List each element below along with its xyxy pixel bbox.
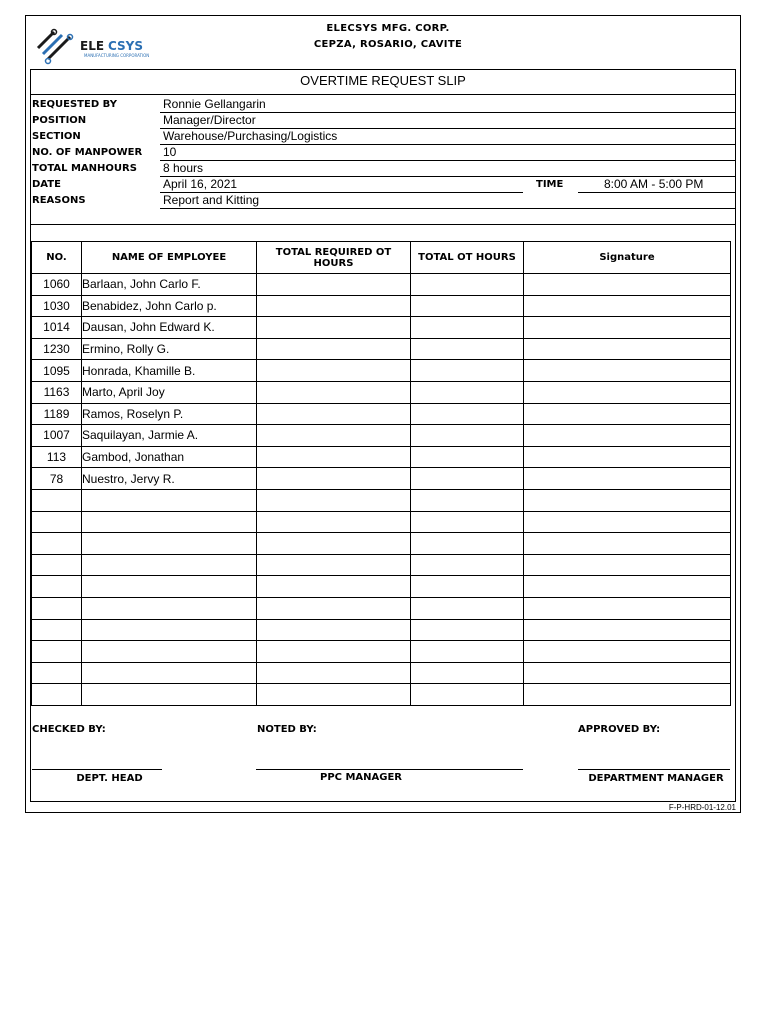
required-hours-cell[interactable] <box>257 360 411 382</box>
section-label: SECTION <box>32 131 81 142</box>
table-row <box>32 533 731 555</box>
section-line <box>160 144 736 145</box>
approved-by-label: APPROVED BY: <box>578 724 661 735</box>
signature-cell[interactable] <box>524 511 731 533</box>
info-divider <box>30 224 736 225</box>
employee-no: 1060 <box>32 274 82 296</box>
date-label: DATE <box>32 179 61 190</box>
manhours-value: 8 hours <box>163 161 204 175</box>
required-hours-cell[interactable] <box>257 381 411 403</box>
ppc-manager-title: PPC MANAGER <box>319 772 403 783</box>
required-hours-cell[interactable] <box>257 684 411 706</box>
required-hours-cell[interactable] <box>257 317 411 339</box>
ot-hours-cell[interactable] <box>411 360 524 382</box>
table-row <box>32 317 731 339</box>
svg-text:ELE: ELE <box>80 39 105 53</box>
ot-hours-cell[interactable] <box>411 468 524 490</box>
company-address: CEPZA, ROSARIO, CAVITE <box>313 39 463 50</box>
circuit-logo-icon <box>34 26 160 66</box>
ot-hours-cell[interactable] <box>411 533 524 555</box>
ot-hours-cell[interactable] <box>411 425 524 447</box>
manpower-label: NO. OF MANPOWER <box>32 147 143 158</box>
table-row <box>32 468 731 490</box>
noted-by-label: NOTED BY: <box>257 724 317 735</box>
required-hours-cell[interactable] <box>257 425 411 447</box>
employee-no: 78 <box>32 468 82 490</box>
table-row <box>32 684 731 706</box>
employee-name: Ramos, Roselyn P. <box>82 403 257 425</box>
signature-cell[interactable] <box>524 425 731 447</box>
employee-name: Barlaan, John Carlo F. <box>82 274 257 296</box>
signature-cell[interactable] <box>524 489 731 511</box>
employee-name: Ermino, Rolly G. <box>82 338 257 360</box>
signature-cell[interactable] <box>524 576 731 598</box>
required-hours-cell[interactable] <box>257 641 411 663</box>
required-hours-cell[interactable] <box>257 533 411 555</box>
ot-hours-cell[interactable] <box>411 641 524 663</box>
employee-no[interactable] <box>32 489 82 511</box>
signature-cell[interactable] <box>524 641 731 663</box>
ot-hours-cell[interactable] <box>411 317 524 339</box>
employee-no: 113 <box>32 446 82 468</box>
employee-name[interactable] <box>82 619 257 641</box>
company-logo <box>34 26 160 66</box>
ot-hours-cell[interactable] <box>411 554 524 576</box>
ot-hours-cell[interactable] <box>411 403 524 425</box>
position-value: Manager/Director <box>163 113 256 127</box>
ot-hours-cell[interactable] <box>411 295 524 317</box>
employee-name[interactable] <box>82 511 257 533</box>
table-row <box>32 295 731 317</box>
employee-no: 1230 <box>32 338 82 360</box>
required-hours-cell[interactable] <box>257 468 411 490</box>
required-hours-cell[interactable] <box>257 295 411 317</box>
table-row <box>32 597 731 619</box>
table-row <box>32 360 731 382</box>
signature-cell[interactable] <box>524 274 731 296</box>
employee-name: Nuestro, Jervy R. <box>82 468 257 490</box>
employee-no[interactable] <box>32 684 82 706</box>
ot-hours-cell[interactable] <box>411 446 524 468</box>
table-row <box>32 662 731 684</box>
employee-no[interactable] <box>32 576 82 598</box>
table-row <box>32 576 731 598</box>
employee-name: Marto, April Joy <box>82 381 257 403</box>
department-manager-title: DEPARTMENT MANAGER <box>588 773 724 784</box>
signature-cell[interactable] <box>524 533 731 555</box>
employee-name[interactable] <box>82 554 257 576</box>
signature-cell[interactable] <box>524 684 731 706</box>
employee-name: Gambod, Jonathan <box>82 446 257 468</box>
employee-no: 1095 <box>32 360 82 382</box>
signature-cell[interactable] <box>524 446 731 468</box>
employee-no: 1163 <box>32 381 82 403</box>
employee-no[interactable] <box>32 619 82 641</box>
table-row <box>32 381 731 403</box>
signature-cell[interactable] <box>524 338 731 360</box>
ppc-manager-signature-line[interactable] <box>256 769 523 770</box>
signature-cell[interactable] <box>524 403 731 425</box>
svg-text:MANUFACTURING CORPORATION: MANUFACTURING CORPORATION <box>84 53 150 58</box>
employee-name: Saquilayan, Jarmie A. <box>82 425 257 447</box>
form-title: OVERTIME REQUEST SLIP <box>300 73 466 88</box>
employee-name[interactable] <box>82 597 257 619</box>
requested-by-value: Ronnie Gellangarin <box>163 97 266 111</box>
ot-hours-cell[interactable] <box>411 381 524 403</box>
required-hours-cell[interactable] <box>257 274 411 296</box>
employee-no[interactable] <box>32 641 82 663</box>
required-hours-cell[interactable] <box>257 511 411 533</box>
signature-cell[interactable] <box>524 662 731 684</box>
col-header-signature: Signature <box>524 242 731 274</box>
ot-hours-cell[interactable] <box>411 662 524 684</box>
title-divider <box>30 94 736 95</box>
signature-cell[interactable] <box>524 597 731 619</box>
employee-no: 1007 <box>32 425 82 447</box>
table-row <box>32 619 731 641</box>
employee-no[interactable] <box>32 597 82 619</box>
signature-cell[interactable] <box>524 381 731 403</box>
manhours-label: TOTAL MANHOURS <box>32 163 137 174</box>
required-hours-cell[interactable] <box>257 446 411 468</box>
required-hours-cell[interactable] <box>257 597 411 619</box>
required-hours-cell[interactable] <box>257 489 411 511</box>
required-hours-cell[interactable] <box>257 576 411 598</box>
required-hours-cell[interactable] <box>257 619 411 641</box>
table-header-row <box>32 242 731 274</box>
employee-name: Dausan, John Edward K. <box>82 317 257 339</box>
table-row <box>32 446 731 468</box>
employee-name[interactable] <box>82 576 257 598</box>
reasons-label: REASONS <box>32 195 86 206</box>
company-name: ELECSYS MFG. CORP. <box>326 23 450 34</box>
signature-cell[interactable] <box>524 317 731 339</box>
table-row <box>32 554 731 576</box>
table-row <box>32 403 731 425</box>
table-row <box>32 511 731 533</box>
employee-name[interactable] <box>82 662 257 684</box>
ot-hours-cell[interactable] <box>411 684 524 706</box>
time-line <box>578 192 736 193</box>
col-header-required-hours: TOTAL REQUIRED OT HOURS <box>257 242 411 274</box>
employee-name: Benabidez, John Carlo p. <box>82 295 257 317</box>
ot-hours-cell[interactable] <box>411 511 524 533</box>
date-value: April 16, 2021 <box>163 177 238 191</box>
dept-head-title: DEPT. HEAD <box>76 773 143 784</box>
required-hours-cell[interactable] <box>257 403 411 425</box>
employee-name: Honrada, Khamille B. <box>82 360 257 382</box>
time-value: 8:00 AM - 5:00 PM <box>604 177 704 191</box>
employee-no[interactable] <box>32 511 82 533</box>
reasons-line <box>160 208 736 209</box>
employee-name[interactable] <box>82 533 257 555</box>
checked-by-label: CHECKED BY: <box>32 724 106 735</box>
col-header-no: NO. <box>32 242 82 274</box>
dept-head-signature-line[interactable] <box>32 769 162 770</box>
ot-hours-cell[interactable] <box>411 338 524 360</box>
requested-by-label: REQUESTED BY <box>32 99 117 110</box>
manpower-value: 10 <box>163 145 177 159</box>
ot-hours-cell[interactable] <box>411 619 524 641</box>
reasons-value: Report and Kitting <box>163 193 260 207</box>
department-manager-signature-line[interactable] <box>578 769 730 770</box>
ot-hours-cell[interactable] <box>411 274 524 296</box>
ot-hours-cell[interactable] <box>411 489 524 511</box>
section-value: Warehouse/Purchasing/Logistics <box>163 129 338 143</box>
signature-cell[interactable] <box>524 554 731 576</box>
col-header-name: NAME OF EMPLOYEE <box>82 242 257 274</box>
employee-name[interactable] <box>82 641 257 663</box>
employee-no: 1030 <box>32 295 82 317</box>
employee-no: 1189 <box>32 403 82 425</box>
col-header-ot-hours: TOTAL OT HOURS <box>411 242 524 274</box>
svg-text:CSYS: CSYS <box>108 39 144 53</box>
position-label: POSITION <box>32 115 87 126</box>
table-row <box>32 489 731 511</box>
time-label: TIME <box>536 179 564 190</box>
manpower-line <box>160 160 736 161</box>
signature-cell[interactable] <box>524 360 731 382</box>
required-hours-cell[interactable] <box>257 338 411 360</box>
signature-cell[interactable] <box>524 619 731 641</box>
form-code: F-P-HRD-01-12.01 <box>668 803 736 812</box>
table-row <box>32 338 731 360</box>
table-row <box>32 641 731 663</box>
required-hours-cell[interactable] <box>257 554 411 576</box>
signature-cell[interactable] <box>524 468 731 490</box>
employee-no[interactable] <box>32 662 82 684</box>
employee-no[interactable] <box>32 554 82 576</box>
employee-no: 1014 <box>32 317 82 339</box>
ot-hours-cell[interactable] <box>411 597 524 619</box>
signature-cell[interactable] <box>524 295 731 317</box>
employee-table <box>31 241 731 706</box>
required-hours-cell[interactable] <box>257 662 411 684</box>
employee-name[interactable] <box>82 684 257 706</box>
employee-name[interactable] <box>82 489 257 511</box>
ot-hours-cell[interactable] <box>411 576 524 598</box>
employee-no[interactable] <box>32 533 82 555</box>
table-row <box>32 274 731 296</box>
table-row <box>32 425 731 447</box>
